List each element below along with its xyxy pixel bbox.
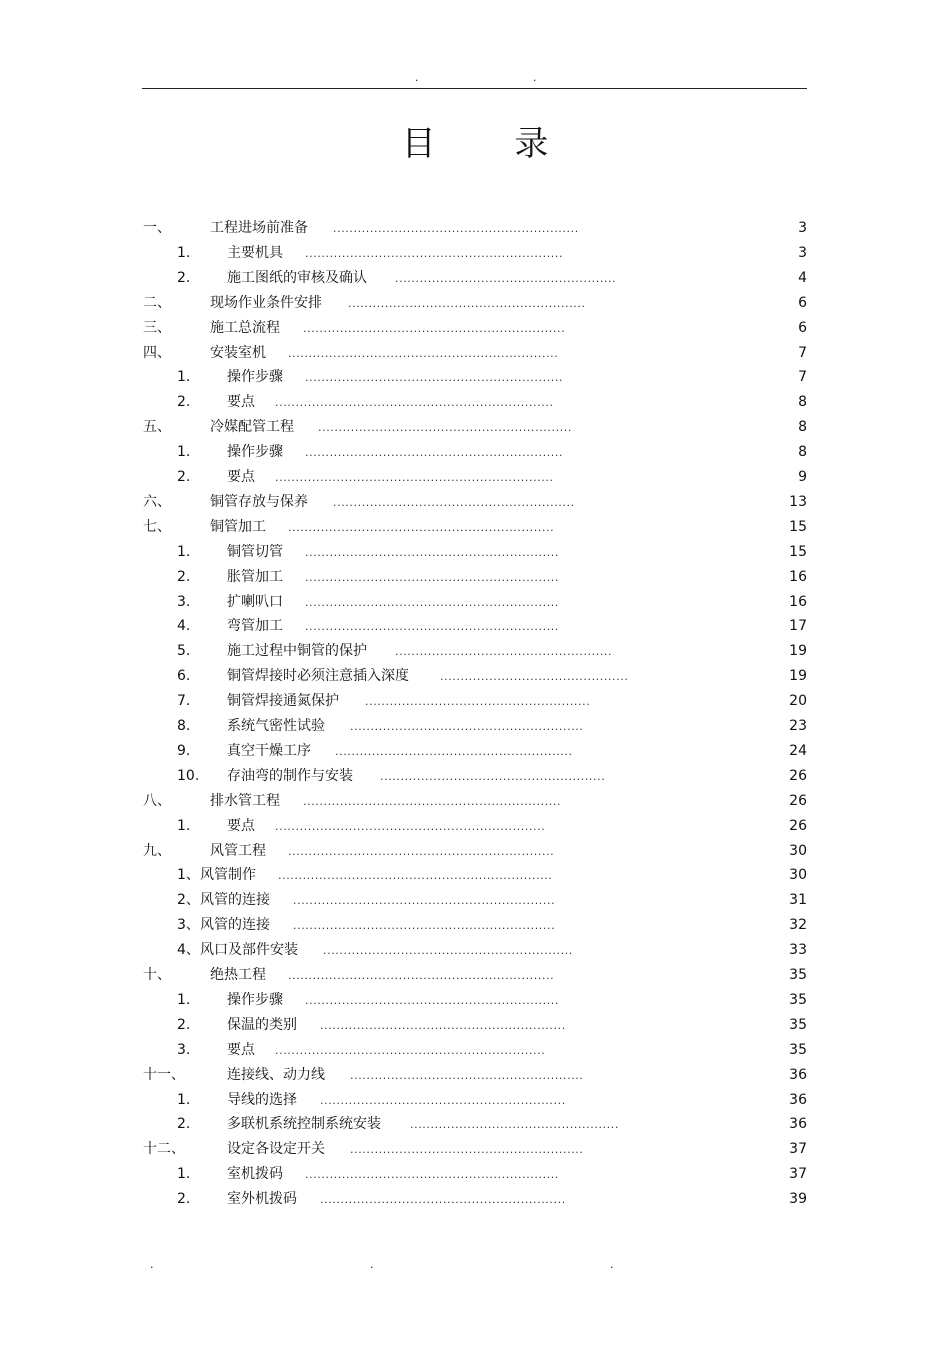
toc-entry-label: 存油弯的制作与安装 xyxy=(227,767,353,784)
toc-entry-page: 30 xyxy=(789,867,807,884)
toc-entry-leader: .......................................................... xyxy=(335,744,573,758)
toc-entry-page: 3 xyxy=(798,244,807,261)
toc-entry-page: 16 xyxy=(789,593,807,610)
toc-entry[interactable] xyxy=(0,341,950,366)
toc-entry[interactable] xyxy=(0,590,950,615)
toc-entry-leader: .................................................................. xyxy=(288,346,559,360)
toc-entry-number: 6. xyxy=(177,668,191,685)
toc-entry[interactable] xyxy=(0,888,950,913)
toc-entry-label: 导线的选择 xyxy=(227,1091,297,1108)
footer-dot: . xyxy=(150,1258,154,1271)
toc-entry-number: 十一、 xyxy=(143,1066,185,1083)
toc-entry[interactable] xyxy=(0,913,950,938)
toc-entry-label: 风口及部件安装 xyxy=(200,942,298,959)
toc-entry[interactable] xyxy=(0,1137,950,1162)
toc-entry-label: 扩喇叭口 xyxy=(227,593,283,610)
toc-entry-page: 7 xyxy=(798,369,807,386)
toc-entry[interactable] xyxy=(0,490,950,515)
toc-entry-number: 2. xyxy=(177,1116,191,1133)
toc-entry-page: 6 xyxy=(798,294,807,311)
toc-entry-leader: .............................................................. xyxy=(318,421,572,435)
toc-entry-number: 9. xyxy=(177,742,191,759)
toc-entry[interactable] xyxy=(0,664,950,689)
toc-entry-label: 安装室机 xyxy=(210,344,266,361)
toc-entry-label: 操作步骤 xyxy=(227,991,283,1008)
toc-entry-leader: .................................................................. xyxy=(275,819,546,833)
toc-entry-number: 九、 xyxy=(143,842,171,859)
toc-entry-number: 六、 xyxy=(143,493,171,510)
toc-entry-page: 19 xyxy=(789,643,807,660)
toc-entry-label: 要点 xyxy=(227,1041,255,1058)
toc-entry[interactable] xyxy=(0,1162,950,1187)
toc-entry-leader: ...................................................... xyxy=(395,271,617,285)
toc-entry-number: 4、 xyxy=(177,942,200,959)
toc-entry-number: 2、 xyxy=(177,892,200,909)
toc-entry-leader: .............................................................. xyxy=(305,545,559,559)
toc-entry-leader: ............................................................ xyxy=(333,222,579,235)
toc-entry-number: 1. xyxy=(177,369,191,386)
toc-entry-number: 2. xyxy=(177,1191,191,1208)
toc-entry[interactable] xyxy=(0,839,950,864)
toc-entry-page: 35 xyxy=(789,1041,807,1058)
toc-entry-leader: ............................................................ xyxy=(320,1193,566,1207)
toc-entry-leader: ............................................................. xyxy=(323,944,573,958)
toc-entry-leader: .............................................................. xyxy=(305,570,559,584)
toc-entry-label: 工程进场前准备 xyxy=(210,220,308,236)
toc-entry-label: 现场作业条件安排 xyxy=(210,294,322,311)
toc-entry-label: 风管制作 xyxy=(200,867,256,884)
toc-entry-label: 要点 xyxy=(227,469,255,485)
toc-entry-leader: .............................................................. xyxy=(305,620,559,634)
toc-entry-number: 3. xyxy=(177,593,191,610)
toc-entry-label: 铜管焊接通氮保护 xyxy=(227,693,339,710)
toc-entry-page: 16 xyxy=(789,568,807,585)
toc-entry[interactable] xyxy=(0,440,950,465)
toc-entry-number: 一、 xyxy=(143,220,171,236)
toc-entry-number: 2. xyxy=(177,568,191,585)
toc-entry-number: 5. xyxy=(177,643,191,660)
toc-entry-leader: ............................................................... xyxy=(305,371,564,385)
toc-entry-number: 三、 xyxy=(143,319,171,336)
toc-entry[interactable] xyxy=(0,639,950,664)
toc-entry-page: 35 xyxy=(789,991,807,1008)
toc-entry-page: 39 xyxy=(789,1191,807,1208)
toc-entry-label: 保温的类别 xyxy=(227,1016,297,1033)
toc-entry-label: 真空干燥工序 xyxy=(227,742,311,759)
toc-entry-page: 19 xyxy=(789,668,807,685)
toc-entry[interactable] xyxy=(0,1088,950,1113)
toc-entry-leader: ................................................................. xyxy=(288,520,555,534)
toc-entry-page: 15 xyxy=(789,518,807,535)
toc-entry-page: 33 xyxy=(789,942,807,959)
toc-entry[interactable] xyxy=(0,216,950,241)
toc-entry[interactable] xyxy=(0,614,950,639)
toc-entry-page: 36 xyxy=(789,1091,807,1108)
toc-entry-page: 30 xyxy=(789,842,807,859)
toc-entry-number: 8. xyxy=(177,718,191,734)
toc-entry-number: 二、 xyxy=(143,294,171,311)
toc-entry[interactable] xyxy=(0,540,950,565)
toc-entry[interactable] xyxy=(0,963,950,988)
toc-entry-leader: .................................................................... xyxy=(275,396,554,410)
toc-entry-page: 32 xyxy=(789,917,807,934)
toc-entry-label: 施工总流程 xyxy=(210,319,280,336)
toc-entry-leader: .............................................................. xyxy=(305,1168,559,1182)
toc-entry-label: 要点 xyxy=(227,817,255,834)
footer-dot: . xyxy=(610,1258,614,1271)
toc-entry-leader: ..................................................... xyxy=(395,645,613,659)
toc-entry-page: 24 xyxy=(789,742,807,759)
toc-entry-leader: ......................................................... xyxy=(350,1143,584,1157)
toc-entry-label: 室机拨码 xyxy=(227,1166,283,1183)
toc-entry-page: 8 xyxy=(798,419,807,436)
toc-entry[interactable] xyxy=(0,1038,950,1063)
toc-entry-page: 3 xyxy=(798,220,807,236)
toc-entry[interactable] xyxy=(0,465,950,490)
toc-entry-number: 1. xyxy=(177,543,191,560)
toc-entry-page: 15 xyxy=(789,543,807,560)
toc-entry-number: 10. xyxy=(177,767,200,784)
toc-entry[interactable] xyxy=(0,1112,950,1137)
toc-entry[interactable] xyxy=(0,1013,950,1038)
toc-entry-page: 8 xyxy=(798,444,807,461)
toc-entry-page: 26 xyxy=(789,767,807,784)
toc-entry-page: 31 xyxy=(789,892,807,909)
toc-entry-page: 13 xyxy=(789,493,807,510)
toc-entry-leader: .......................................................... xyxy=(348,296,586,310)
toc-entry-label: 铜管加工 xyxy=(210,518,266,535)
toc-entry-leader: ............................................................... xyxy=(303,794,562,808)
toc-entry-leader: ................................................... xyxy=(410,1118,619,1132)
toc-entry-number: 1、 xyxy=(177,867,200,884)
toc-entry-label: 室外机拨码 xyxy=(227,1191,297,1208)
toc-entry-leader: .............................................................. xyxy=(305,993,559,1007)
header-dot: . xyxy=(415,71,419,84)
toc-entry-number: 1. xyxy=(177,1166,191,1183)
toc-entry-label: 铜管存放与保养 xyxy=(210,493,308,510)
toc-entry-label: 多联机系统控制系统安装 xyxy=(227,1116,381,1133)
toc-entry-label: 操作步骤 xyxy=(227,444,283,461)
toc-entry-label: 施工图纸的审核及确认 xyxy=(227,269,367,286)
toc-entry-number: 五、 xyxy=(143,419,171,436)
toc-entry-page: 8 xyxy=(798,394,807,411)
toc-entry-leader: .................................................................. xyxy=(275,1043,546,1057)
toc-entry[interactable] xyxy=(0,365,950,390)
toc-entry-label: 风管的连接 xyxy=(200,892,270,909)
toc-entry-page: 7 xyxy=(798,344,807,361)
footer-dot: . xyxy=(370,1258,374,1271)
toc-entry-leader: ................................................................ xyxy=(293,919,556,933)
toc-entry-number: 1. xyxy=(177,991,191,1008)
toc-entry[interactable] xyxy=(0,764,950,789)
toc-entry-leader: .................................................................... xyxy=(275,471,554,484)
toc-entry-label: 铜管切管 xyxy=(227,543,283,560)
toc-entry-number: 2. xyxy=(177,1016,191,1033)
toc-entry[interactable] xyxy=(0,814,950,839)
toc-entry-number: 十二、 xyxy=(143,1141,185,1158)
toc-entry-number: 七、 xyxy=(143,518,171,535)
toc-entry[interactable] xyxy=(0,938,950,963)
toc-entry-number: 7. xyxy=(177,693,191,710)
toc-entry-label: 冷媒配管工程 xyxy=(210,419,294,436)
toc-entry-label: 绝热工程 xyxy=(210,967,266,983)
toc-entry-page: 26 xyxy=(789,817,807,834)
toc-entry-page: 35 xyxy=(789,967,807,983)
toc-entry-page: 6 xyxy=(798,319,807,336)
toc-entry-number: 2. xyxy=(177,469,191,485)
toc-entry[interactable] xyxy=(0,415,950,440)
toc-entry[interactable] xyxy=(0,689,950,714)
toc-entry[interactable] xyxy=(0,714,950,739)
toc-entry-leader: ............................................................... xyxy=(305,246,564,260)
toc-entry-page: 17 xyxy=(789,618,807,635)
toc-entry[interactable] xyxy=(0,988,950,1013)
toc-entry-label: 铜管焊接时必须注意插入深度 xyxy=(227,668,409,685)
toc-entry[interactable] xyxy=(0,515,950,540)
toc-entry-number: 3、 xyxy=(177,917,200,934)
toc-entry-label: 风管的连接 xyxy=(200,917,270,934)
toc-entry-leader: ................................................................. xyxy=(288,969,555,982)
toc-entry-leader: ....................................................... xyxy=(365,695,591,709)
toc-entry-page: 37 xyxy=(789,1166,807,1183)
toc-entry-number: 十、 xyxy=(143,967,171,983)
toc-entry-page: 26 xyxy=(789,792,807,809)
toc-entry-number: 1. xyxy=(177,244,191,261)
toc-entry[interactable] xyxy=(0,565,950,590)
toc-entry[interactable] xyxy=(0,291,950,316)
toc-entry-number: 四、 xyxy=(143,344,171,361)
toc-entry-label: 连接线、动力线 xyxy=(227,1066,325,1083)
toc-entry-leader: ................................................................ xyxy=(303,321,566,335)
toc-entry-page: 36 xyxy=(789,1066,807,1083)
header-dot: . xyxy=(533,71,537,84)
toc-entry-number: 4. xyxy=(177,618,191,635)
toc-entry[interactable] xyxy=(0,241,950,266)
toc-entry-label: 要点 xyxy=(227,394,255,411)
toc-entry-leader: ............................................................ xyxy=(320,1018,566,1032)
toc-entry-leader: ........................................................... xyxy=(333,495,575,509)
toc-entry-leader: ................................................................. xyxy=(288,844,555,858)
toc-entry[interactable] xyxy=(0,266,950,291)
toc-entry-leader: .............................................. xyxy=(440,670,629,684)
toc-entry-number: 2. xyxy=(177,394,191,411)
toc-entry-label: 弯管加工 xyxy=(227,618,283,635)
toc-entry-page: 37 xyxy=(789,1141,807,1158)
toc-entry-number: 八、 xyxy=(143,792,171,809)
toc-entry[interactable] xyxy=(0,316,950,341)
toc-entry-number: 1. xyxy=(177,1091,191,1108)
toc-entry[interactable] xyxy=(0,1063,950,1088)
toc-entry-label: 风管工程 xyxy=(210,842,266,859)
toc-entry-leader: ................................................................... xyxy=(278,869,553,883)
toc-entry-leader: ....................................................... xyxy=(380,769,606,783)
toc-entry-label: 主要机具 xyxy=(227,244,283,261)
toc-entry-leader: ................................................................ xyxy=(293,894,556,908)
toc-entry-label: 胀管加工 xyxy=(227,568,283,585)
toc-entry-number: 2. xyxy=(177,269,191,286)
toc-entry-page: 36 xyxy=(789,1116,807,1133)
toc-entry[interactable] xyxy=(0,789,950,814)
toc-entry-leader: ............................................................ xyxy=(320,1093,566,1107)
toc-entry-number: 1. xyxy=(177,444,191,461)
page-title: 目 录 xyxy=(401,124,583,164)
toc-entry-page: 23 xyxy=(789,718,807,734)
toc-entry-page: 4 xyxy=(798,269,807,286)
toc-entry-label: 排水管工程 xyxy=(210,792,280,809)
toc-entry-page: 35 xyxy=(789,1016,807,1033)
toc-entry-leader: ............................................................... xyxy=(305,446,564,460)
toc-entry-label: 系统气密性试验 xyxy=(227,718,325,734)
toc-entry[interactable] xyxy=(0,1187,950,1212)
toc-entry-page: 9 xyxy=(798,469,807,485)
toc-entry[interactable] xyxy=(0,390,950,415)
toc-entry-leader: ......................................................... xyxy=(350,1068,584,1082)
toc-entry-number: 1. xyxy=(177,817,191,834)
toc-entry-label: 施工过程中铜管的保护 xyxy=(227,643,367,660)
toc-entry-label: 操作步骤 xyxy=(227,369,283,386)
toc-entry[interactable] xyxy=(0,739,950,764)
toc-entry-number: 3. xyxy=(177,1041,191,1058)
toc-entry[interactable] xyxy=(0,863,950,888)
toc-entry-leader: .............................................................. xyxy=(305,595,559,609)
toc-entry-page: 20 xyxy=(789,693,807,710)
toc-entry-leader: ......................................................... xyxy=(350,720,584,733)
toc-entry-label: 设定各设定开关 xyxy=(227,1141,325,1158)
